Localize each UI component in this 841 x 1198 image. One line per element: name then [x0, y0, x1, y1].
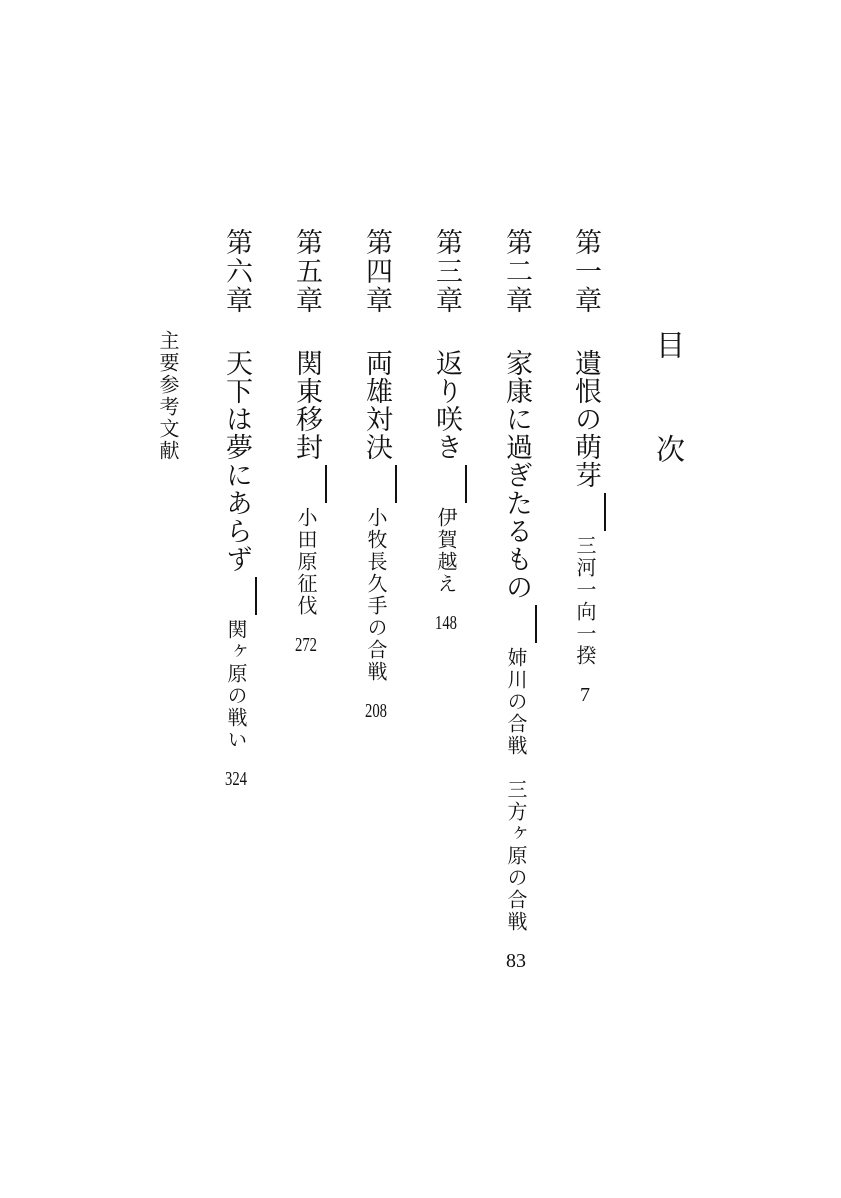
dash-separator: [255, 577, 257, 615]
chapter-title: 天下は夢にあらず: [221, 349, 252, 573]
page-number: 7: [580, 685, 590, 705]
chapter-number: 第三章: [431, 228, 462, 315]
toc-entry-chapter-2[interactable]: [503, 228, 530, 971]
toc-entry-references[interactable]: 主要参考文献: [156, 330, 180, 462]
chapter-title: 遺恨の萌芽: [570, 349, 601, 489]
chapter-number: 第二章: [501, 228, 532, 315]
page-number: 208: [365, 701, 387, 721]
page-number: 148: [435, 613, 457, 633]
chapter-title: 両雄対決: [361, 349, 392, 461]
dash-separator: [465, 465, 467, 503]
chapter-number: 第四章: [361, 228, 392, 315]
chapter-number: 第一章: [570, 228, 601, 315]
page-number: 324: [225, 769, 247, 789]
chapter-title: 返り咲き: [431, 349, 462, 461]
chapter-subtitle: 伊賀越え: [434, 507, 458, 595]
chapter-title: 家康に過ぎたるもの: [501, 349, 532, 601]
dash-separator: [535, 605, 537, 643]
chapter-subtitle: 小田原征伐: [294, 507, 318, 617]
dash-separator: [604, 493, 606, 531]
toc-entry-chapter-6[interactable]: [223, 228, 250, 789]
toc-entry-chapter-5[interactable]: [293, 228, 320, 655]
toc-entry-chapter-3[interactable]: [433, 228, 460, 633]
dash-separator: [325, 465, 327, 503]
page-number: 272: [295, 635, 317, 655]
chapter-subtitle: 関ヶ原の戦い: [224, 619, 248, 751]
chapter-number: 第五章: [291, 228, 322, 315]
toc-entry-chapter-1[interactable]: [572, 228, 599, 705]
chapter-number: 第六章: [221, 228, 252, 315]
dash-separator: [395, 465, 397, 503]
toc-heading: 目 次: [652, 330, 686, 486]
chapter-subtitle: 姉川の合戦 三方ヶ原の合戦: [504, 647, 528, 933]
chapter-subtitle: 三河一向一揆: [573, 535, 597, 667]
chapter-subtitle: 小牧長久手の合戦: [364, 507, 388, 683]
toc-entry-chapter-4[interactable]: [363, 228, 390, 721]
page-number: 83: [506, 951, 526, 971]
chapter-title: 関東移封: [291, 349, 322, 461]
